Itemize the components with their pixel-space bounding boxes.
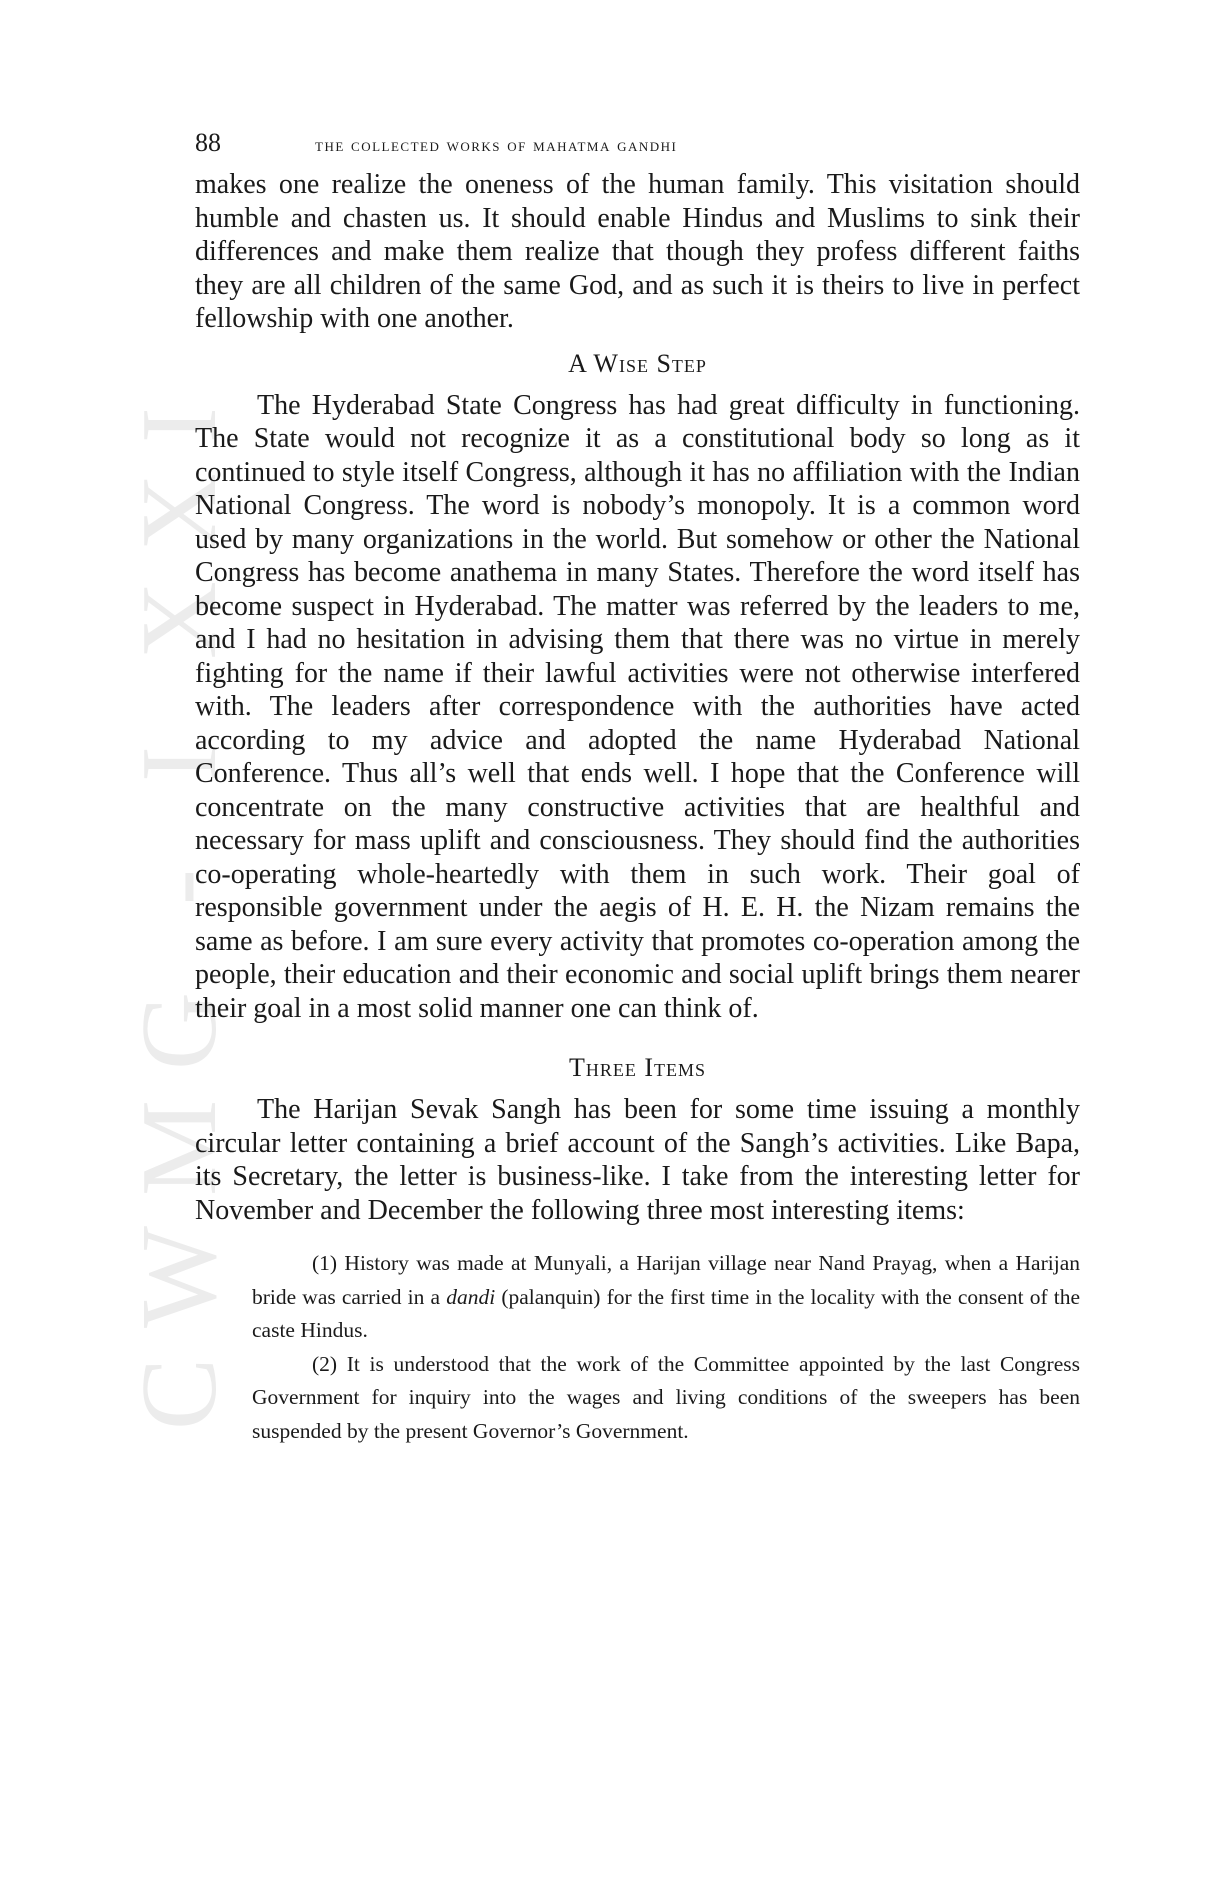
watermark: CWMG - I XXI <box>120 377 239 1430</box>
quoted-item-1-italic: dandi <box>446 1284 496 1309</box>
paragraph-three-items: The Harijan Sevak Sangh has been for some time issuing a monthly circular letter containing a brief account of the Sangh’s activities. Like Bapa, its Secretary, the letter is business-like. I take from the interesting letter for November and December the following three most interesting items: <box>195 1094 1080 1226</box>
paragraph-opening: makes one realize the oneness of the human family. This visitation should humble and chasten us. It should enable Hindus and Muslims to sink their differences and make them realize that though they profess different faiths they are all children of the same God, and as such it is theirs to live in perfect fellowship with one another. <box>195 169 1080 334</box>
page <box>195 128 1080 1448</box>
quoted-item-2: (2) It is understood that the work of the Committee appointed by the last Congress Government for inquiry into the wages and living conditions of the sweepers has been suspended by the present Governor’s Government. <box>252 1351 1080 1443</box>
quoted-item-1 <box>252 1247 1080 1348</box>
quoted-items <box>252 1247 1080 1448</box>
quoted-item-1-start: (1) History was made at Munyali, a Harijan village near Nand Prayag, when a Harijan bride was carried in a <box>252 1251 1080 1309</box>
section-heading-wise-step: A Wise Step <box>568 348 707 378</box>
running-head <box>195 128 1080 168</box>
section-heading-three-items: Three Items <box>568 1053 707 1082</box>
paragraph-wise-step: The Hyderabad State Congress has had great difficulty in functioning. The State would not recognize it as a constitutional body so long as it continued to style itself Congress, although it has no affiliation with the Indian National Congress. The word is nobody’s monopoly. It is a common word used by many organizations in the world. But somehow or other the National Congress has become anathema in many States. Therefore the word itself has become suspect in Hyderabad. The matter was referred by the leaders to me, and I had no hesitation in advising them that there was no virtue in merely fighting for the name if their lawful activities were not otherwise interfered with. The leaders after correspondence with the authorities have acted according to my advice and adopted the name Hyderabad National Conference. Thus all’s well that ends well. I hope that the Conference will concentrate on the many constructive activities that are healthful and necessary for mass uplift and consciousness. They should find the authorities co-operating whole-heartedly with them in such work. Their goal of responsible government under the aegis of H. E. H. the Nizam remains the same as before. I am sure every activity that promotes co-operation among the people, their education and their economic and social uplift brings them nearer their goal in a most solid manner one can think of. <box>195 389 1080 1024</box>
page-number: 88 <box>195 128 221 157</box>
body-text <box>195 168 1080 1227</box>
book-title: the collected works of mahatma gandhi <box>315 135 678 156</box>
quoted-item-1-end: (palanquin) for the first time in the locality with the consent of the caste Hindus. <box>252 1284 1080 1342</box>
